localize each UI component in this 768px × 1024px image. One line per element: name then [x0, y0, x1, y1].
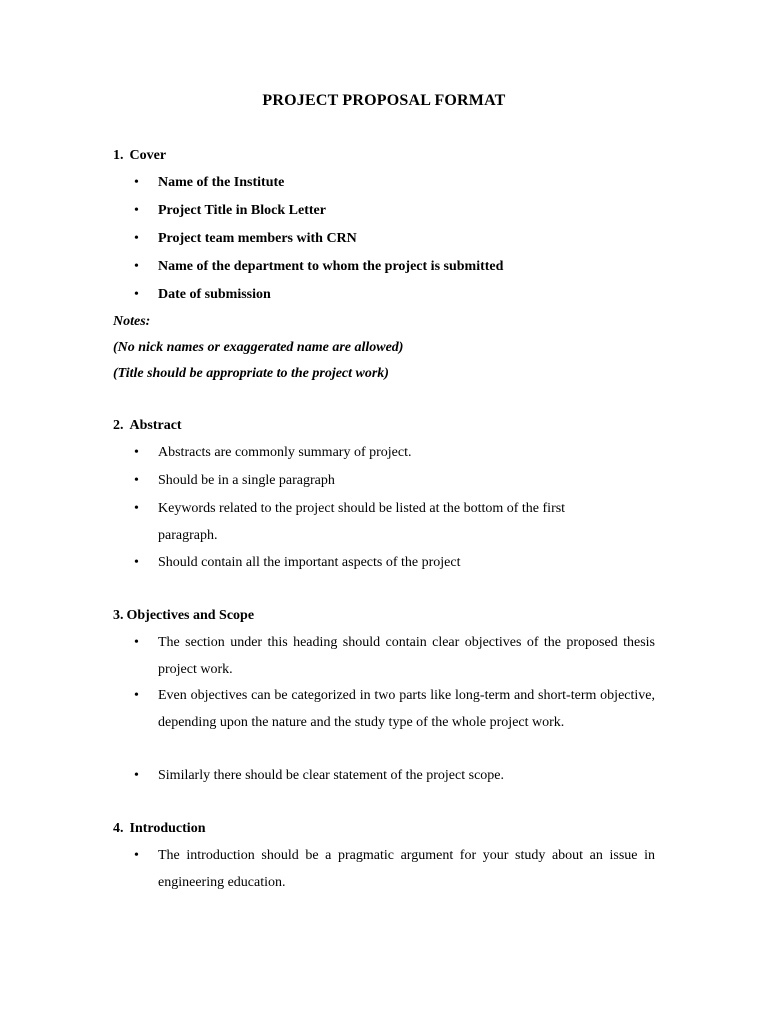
section-title: Objectives and Scope [126, 608, 255, 623]
section-number: 4. [113, 821, 124, 836]
list-item: Should be in a single paragraph [158, 473, 335, 488]
list-item: Even objectives can be categorized in two parts like long-term and short-term objective, depending upon the nature and the study type of the whole project work. [158, 688, 655, 730]
bullet-icon: • [134, 688, 139, 703]
list-item: Keywords related to the project should be listed at the bottom of the first paragraph. [158, 501, 566, 543]
bullet-icon: • [134, 768, 139, 783]
list-item: Name of the Institute [158, 175, 285, 190]
bullet-icon: • [134, 848, 139, 863]
bullet-icon: • [134, 635, 139, 650]
list-item: Abstracts are commonly summary of project. [158, 445, 412, 460]
section-heading-cover [113, 146, 166, 166]
bullet-icon: • [134, 501, 139, 516]
bullet-icon: • [134, 445, 139, 460]
section-number: 3. [113, 608, 124, 623]
list-item: Date of submission [158, 287, 271, 302]
bullet-icon: • [134, 175, 139, 190]
section-heading-abstract [113, 416, 182, 436]
list-item: The section under this heading should contain clear objectives of the proposed thesis project work. [158, 635, 655, 677]
section-number: 2. [113, 418, 124, 433]
section-heading-introduction [113, 819, 205, 839]
notes-label: Notes: [113, 314, 151, 329]
list-item: The introduction should be a pragmatic argument for your study about an issue in engineering education. [158, 848, 655, 890]
section-title: Abstract [129, 418, 182, 433]
section-title: Introduction [129, 821, 206, 836]
list-item: Should contain all the important aspects of the project [158, 555, 461, 570]
bullet-icon: • [134, 473, 139, 488]
section-title: Cover [129, 148, 167, 163]
note-line: (Title should be appropriate to the project work) [113, 366, 389, 381]
list-item: Project Title in Block Letter [158, 203, 326, 218]
list-item: Name of the department to whom the project is submitted [158, 259, 504, 274]
list-item: Similarly there should be clear statement of the project scope. [158, 768, 504, 783]
bullet-icon: • [134, 259, 139, 274]
bullet-icon: • [134, 203, 139, 218]
bullet-icon: • [134, 231, 139, 246]
list-item: Project team members with CRN [158, 231, 357, 246]
note-line: (No nick names or exaggerated name are allowed) [113, 340, 404, 355]
page-title: PROJECT PROPOSAL FORMAT [262, 92, 506, 109]
section-heading-objectives [113, 606, 254, 626]
bullet-icon: • [134, 555, 139, 570]
section-number: 1. [113, 148, 124, 163]
bullet-icon: • [134, 287, 139, 302]
